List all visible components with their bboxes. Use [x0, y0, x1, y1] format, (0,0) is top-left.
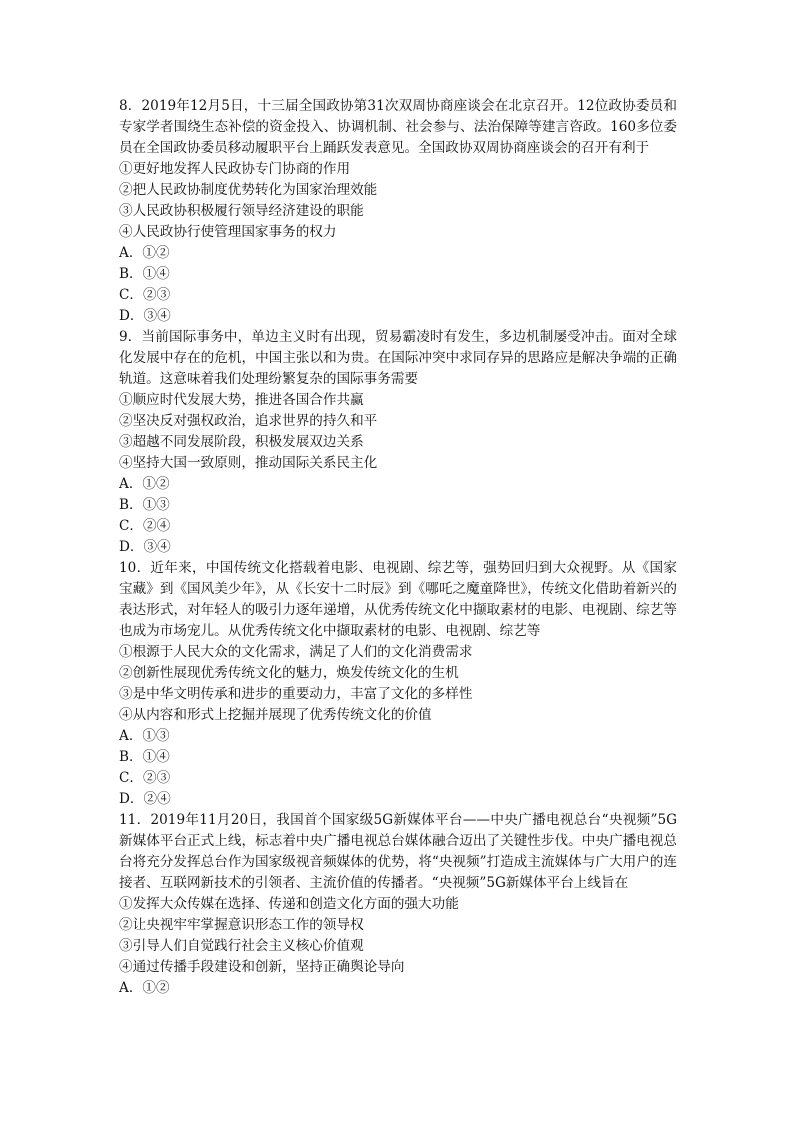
- answer-option: B．①④: [119, 266, 170, 282]
- statement-item: ①更好地发挥人民政协专门协商的作用: [119, 161, 351, 177]
- statement-item: ①根源于人民大众的文化需求，满足了人们的文化消费需求: [119, 644, 473, 660]
- statement-item: ①顺应时代发展大势，推进各国合作共赢: [119, 392, 364, 408]
- statement-item: ③超越不同发展阶段，积极发展双边关系: [119, 434, 364, 450]
- answer-option: B．①③: [119, 497, 170, 513]
- question-9: [119, 327, 677, 558]
- statement-item: ④坚持大国一致原则，推动国际关系民主化: [119, 455, 378, 471]
- statement-item: ④从内容和形式上挖掘并展现了优秀传统文化的价值: [119, 707, 432, 723]
- answer-option: C．②③: [119, 287, 171, 303]
- statement-item: ③是中华文明传承和进步的重要动力，丰富了文化的多样性: [119, 686, 473, 702]
- question-10: [119, 558, 677, 810]
- statement-item: ②坚决反对强权政治，追求世界的持久和平: [119, 413, 378, 429]
- statement-item: ③引导人们自觉践行社会主义核心价值观: [119, 938, 364, 954]
- question-stem: 9．当前国际事务中，单边主义时有出现，贸易霸凌时有发生，多边机制屡受冲击。面对全球化发展中存在的危机，中国主张以和为贵。在国际冲突中求同存异的思路应是解决争端的正确轨道。这意味着我们处理纷繁复杂的国际事务需要: [119, 329, 677, 387]
- statement-item: ②创新性展现优秀传统文化的魅力，焕发传统文化的生机: [119, 665, 459, 681]
- answer-option: A．①②: [119, 476, 170, 492]
- statement-item: ①发挥大众传媒在选择、传递和创造文化方面的强大功能: [119, 896, 459, 912]
- answer-option: B．①④: [119, 749, 170, 765]
- answer-option: D．②④: [119, 791, 171, 807]
- answer-option: C．②③: [119, 770, 171, 786]
- question-stem: 8．2019年12月5日，十三届全国政协第31次双周协商座谈会在北京召开。12位政协委员和专家学者围绕生态补偿的资金投入、协调机制、社会参与、法治保障等建言咨政。160多位委员在全国政协委员移动履职平台上踊跃发表意见。全国政协双周协商座谈会的召开有利于: [119, 98, 677, 156]
- answer-option: C．②④: [119, 518, 171, 534]
- statement-item: ④人民政协行使管理国家事务的权力: [119, 224, 337, 240]
- question-8: [119, 96, 677, 327]
- answer-option: A．①②: [119, 980, 170, 996]
- answer-option: D．③④: [119, 539, 171, 555]
- question-11: [119, 810, 677, 999]
- answer-option: A．①③: [119, 728, 170, 744]
- statement-item: ④通过传播手段建设和创新，坚持正确舆论导向: [119, 959, 405, 975]
- answer-option: D．③④: [119, 308, 171, 324]
- question-stem: 11．2019年11月20日，我国首个国家级5G新媒体平台——中央广播电视总台“央视频”5G新媒体平台正式上线，标志着中央广播电视总台媒体融合迈出了关键性步伐。中央广播电视总台将充分发挥总台作为国家级视音频媒体的优势，将“央视频”打造成主流媒体与广大用户的连接者、互联网新技术的引领者、主流价值的传播者。“央视频”5G新媒体平台上线旨在: [119, 812, 677, 891]
- question-stem: 10．近年来，中国传统文化搭载着电影、电视剧、综艺等，强势回归到大众视野。从《国家宝藏》到《国风美少年》，从《长安十二时辰》到《哪吒之魔童降世》，传统文化借助着新兴的表达形式，对年轻人的吸引力逐年递增，从优秀传统文化中撷取素材的电影、电视剧、综艺等也成为市场宠儿。从优秀传统文化中撷取素材的电影、电视剧、综艺等: [119, 560, 677, 639]
- answer-option: A．①②: [119, 245, 170, 261]
- statement-item: ③人民政协积极履行领导经济建设的职能: [119, 203, 364, 219]
- statement-item: ②把人民政协制度优势转化为国家治理效能: [119, 182, 378, 198]
- statement-item: ②让央视牢牢掌握意识形态工作的领导权: [119, 917, 364, 933]
- document-page: [119, 96, 677, 999]
